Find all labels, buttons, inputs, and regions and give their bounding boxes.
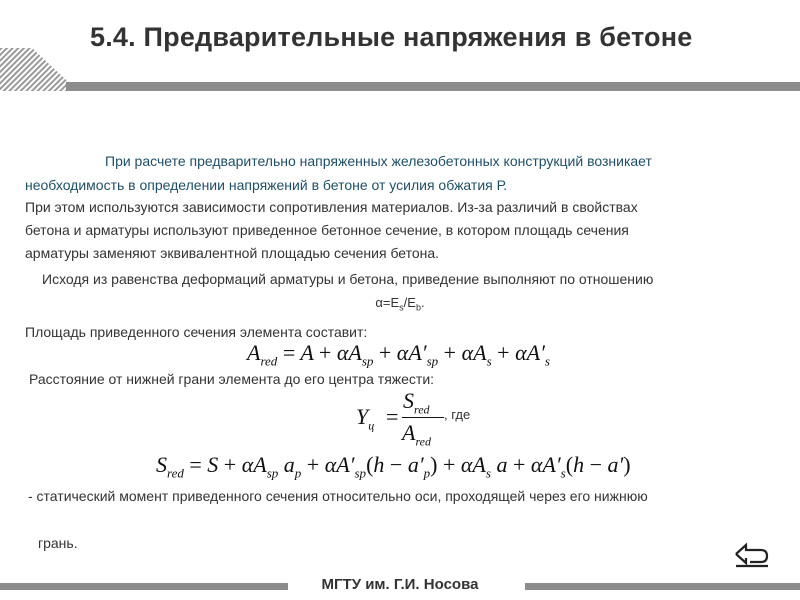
ratio-text: $\alpha=E_s/E_b$. — [375, 295, 425, 313]
para3-line1: Исходя из равенства деформаций арматуры и бетона, приведение выполняют по отношению — [42, 271, 654, 287]
return-arrow-icon[interactable] — [732, 540, 772, 568]
slide-title: 5.4. Предварительные напряжения в бетоне — [90, 22, 693, 52]
desc-line2: грань. — [38, 535, 78, 551]
para1-line1: При расчете предварительно напряженных железобетонных конструкций возникает — [105, 153, 652, 169]
formula-y: $Y_ц$ = $S_{red}$ $A_{red}$ — [356, 388, 496, 448]
para1-line2: необходимость в определении напряжений в бетоне от усилия обжатия Р. — [25, 177, 508, 193]
formula-area: $A_{red} = A + \alpha A_{sp} + \alpha A'_{sp} + \alpha A_s + \alpha A'_s$ — [247, 340, 550, 369]
distance-intro-text: Расстояние от нижней грани элемента до его центра тяжести: — [29, 371, 435, 387]
footer-text: МГТУ им. Г.И. Носова — [321, 576, 479, 593]
para2-line3: арматуры заменяют эквивалентной площадью сечения бетона. — [25, 245, 440, 261]
area-intro-text: Площадь приведенного сечения элемента составит: — [25, 324, 368, 340]
top-divider-bar — [66, 82, 800, 91]
para2-line1: При этом используются зависимости сопротивления материалов. Из-за различий в свойствах — [25, 199, 638, 215]
where-text: , где — [444, 407, 471, 422]
para2-line2: бетона и арматуры используют приведенное бетонное сечение, в котором площадь сечения — [25, 222, 629, 238]
formula-s: $S_{red} = S + \alpha A_{sp}$ $a_p + \alpha A'_{sp}(h - a'_p) + \alpha A_s$ $a + \alpha A'_s(h - a')$ — [156, 452, 631, 481]
desc-line1: - статический момент приведенного сечения относительно оси, проходящей через его нижнюю — [28, 488, 648, 504]
